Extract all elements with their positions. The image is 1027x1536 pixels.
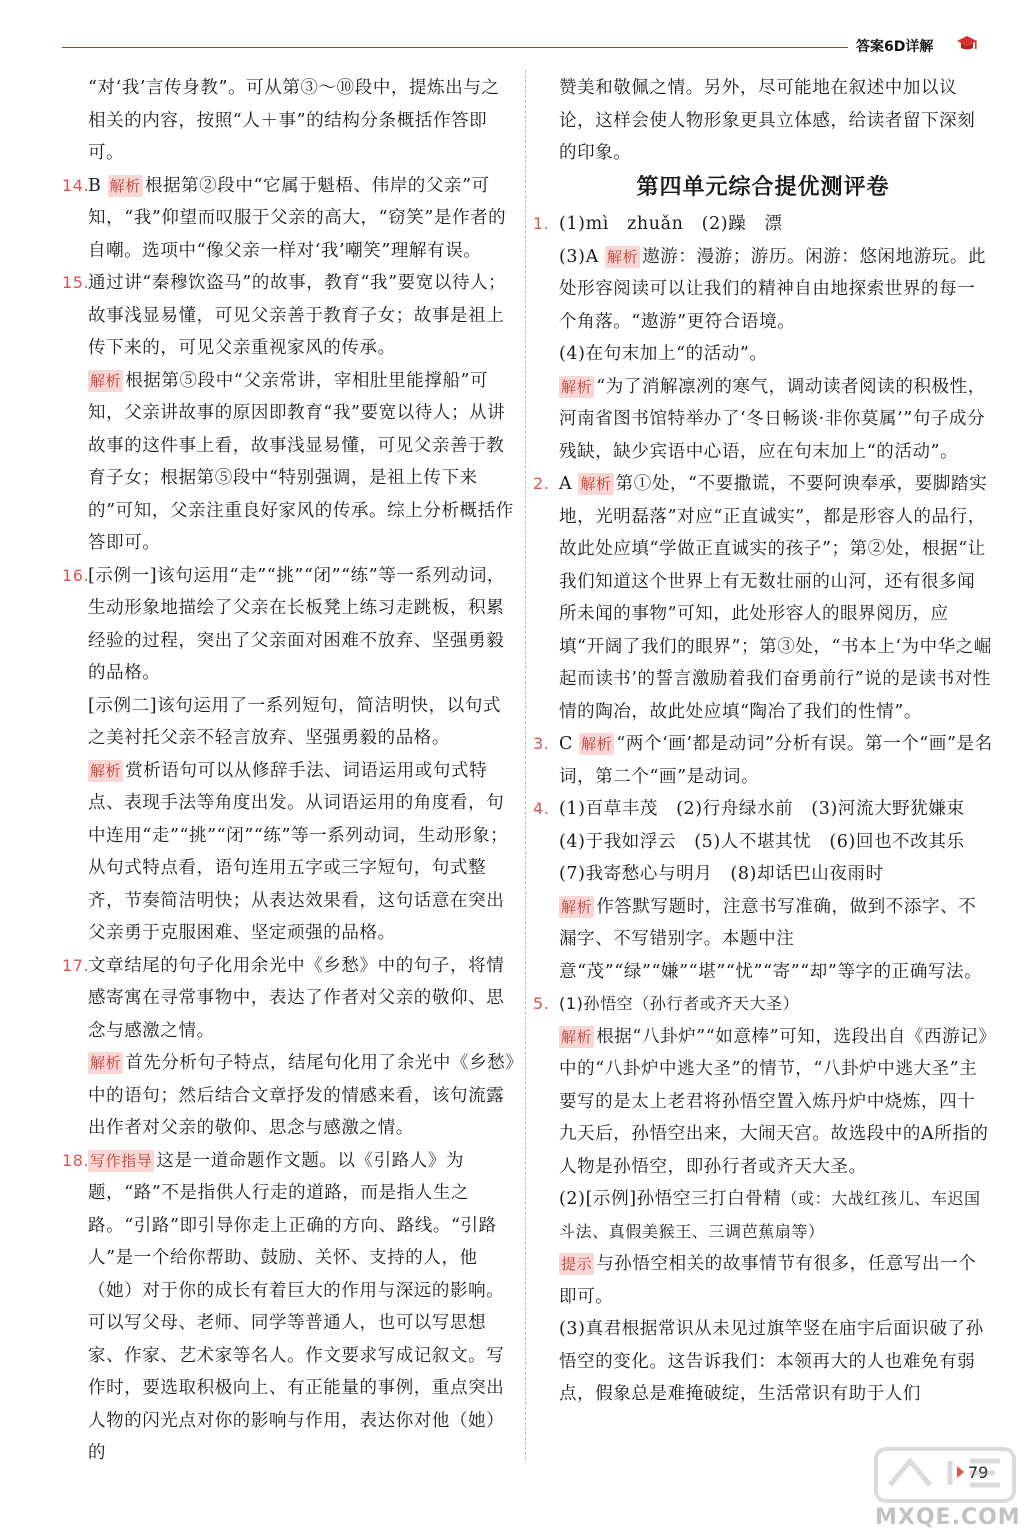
analysis-tag: 解析 (90, 371, 122, 390)
answer-part-4: (4)在句末加上“的活动”。 (559, 344, 768, 364)
header-rule (62, 47, 848, 48)
analysis-tag: 解析 (109, 176, 141, 195)
analysis-text: 根据“八卦炉”“如意棒”可知，选段出自《西游记》中的“八卦炉中逃大圣”的情节，“八卦炉中逃大圣”主要写的是太上老君将孙悟空置入炼丹炉中烧炼，四十九天后，孙悟空出来，大闹天宫。故选段中的A所指的人物是孙悟空，即孙行者或齐天大圣。 (559, 1026, 989, 1177)
section-title: 第四单元综合提优测评卷 (636, 174, 890, 200)
analysis-tag: 解析 (90, 761, 122, 780)
question-17-analysis (62, 1047, 517, 1145)
tip-tag: 提示 (561, 1255, 593, 1273)
answer: C (559, 734, 573, 754)
answer: A (559, 474, 573, 494)
analysis-text: 赏析语句可以从修辞手法、词语运用或句式特点、表现手法等角度出发。从词语运用的角度看，句中连用“走”“挑”“闭”“练”等一系列动词，生动形象；从句式特点看，语句连用五字或三字短句，句式整齐，节奏简洁明快；从表达效果看，这句话意在突出父亲勇于克服困难、坚定顽强的品格。 (88, 760, 509, 943)
example-1: [示例一]该句运用“走”“挑”“闭”“练”等一系列动词，生动形象地描绘了父亲在长板凳上练习走跳板，积累经验的过程，突出了父亲面对困难不放弃、坚强勇毅的品格。 (88, 565, 506, 683)
watermark-text: MXQE.COM (875, 1505, 1021, 1530)
question-4-analysis (533, 891, 993, 989)
analysis-tag: 解析 (607, 247, 639, 266)
answer: 通过讲“秦穆饮盗马”的故事，教育“我”要宽以待人；故事浅显易懂，可见父亲善于教育子女；故事是祖上传下来的，可见父亲重视家风的传承。 (88, 273, 507, 358)
question-number: 5. (533, 994, 550, 1013)
answer-part-3 (533, 241, 993, 339)
question-5 (533, 988, 993, 1021)
question-number: 3. (533, 734, 550, 753)
answer: (3)A (559, 246, 599, 267)
question-16 (62, 560, 517, 690)
question-number: 16. (62, 565, 90, 585)
answer-part-4-analysis (533, 371, 993, 469)
question-number: 17. (62, 955, 90, 975)
example-answer: (2)[示例]孙悟空三打白骨精 (559, 1189, 782, 1209)
answer-part-2-tip (533, 1248, 993, 1313)
answer: B (88, 175, 102, 196)
continued-answer: “对‘我’言传身教”。可从第③～⑩段中，提炼出与之相关的内容，按照“人＋事”的结构分条概括作答即可。 (88, 78, 500, 163)
right-column (533, 72, 993, 1411)
analysis-text: “为了消解凛冽的寒气，调动读者阅读的积极性，河南省图书馆特举办了‘冬日畅谈·非你莫属’”句子成分残缺，缺少宾语中心语，应在句末加上“的活动”。 (559, 376, 986, 462)
question-number: 14. (62, 175, 90, 195)
writing-guide-tag: 写作指导 (90, 1151, 153, 1170)
question-number: 4. (533, 799, 550, 818)
example-2: [示例二]该句运用了一系列短句，简洁明快，以句式之美衬托父亲不轻言放弃、坚强勇毅的品格。 (88, 695, 502, 748)
question-18 (62, 1145, 517, 1470)
question-1 (533, 208, 993, 241)
left-column (62, 72, 517, 1470)
analysis-text: “两个‘画’都是动词”分析有误。第一个“画”是名词，第二个“画”是动词。 (559, 734, 993, 787)
answer-part-3: (3)真君根据常识从未见过旗竿竖在庙宇后面识破了孙悟空的变化。这告诉我们：本领再大的人也难免有弱点，假象总是难掩破绽，生活常识有助于人们 (559, 1319, 984, 1404)
question-2 (533, 468, 993, 728)
writing-guide-text: 这是一道命题作文题。以《引路人》为题，“路”不是指供人行走的道路，而是指人生之路。“引路”即引导你走上正确的方向、路线。“引路人”是一个给你帮助、鼓励、关怀、支持的人，他（她）对于你的成长有着巨大的作用与深远的影响。可以写父母、老师、同学等普通人，也可以写思想家、作家、艺术家等名人。作文要求写成记叙文。写作时，要选取积极向上、有正能量的事例，重点突出人物的闪光点对你的影响与作用，表达你对他（她）的 (88, 1150, 505, 1463)
graduation-cap-icon (956, 34, 978, 52)
analysis-text: 作答默写题时，注意书写准确，做到不添字、不漏字、不写错别字。本题中注意“茂”“绿”“嫌”“堪”“忧”“寄”“却”等字的正确写法。 (559, 896, 983, 982)
question-number: 15. (62, 273, 90, 292)
question-4 (533, 793, 993, 891)
alternative-answers: （或：大战红孩儿、车迟国斗法、真假美猴王、三调芭蕉扇等） (559, 1189, 981, 1241)
analysis-tag: 解析 (90, 1054, 122, 1072)
question-3 (533, 728, 993, 793)
question-15 (62, 267, 517, 365)
analysis-tag: 解析 (561, 897, 593, 916)
answer: (1)百草丰茂 (2)行舟绿水前 (3)河流大野犹嫌束 (4)于我如浮云 (5)人不堪其忧 (6)回也不改其乐 (7)我寄愁心与明月 (8)却话巴山夜雨时 (559, 799, 983, 884)
question-17 (62, 950, 517, 1048)
question-number: 2. (533, 474, 550, 493)
header-label: 答案6D详解 (856, 39, 934, 55)
column-divider (525, 70, 526, 1460)
question-14 (62, 170, 517, 268)
tip-text: 与孙悟空相关的故事情节有很多，任意写出一个即可。 (559, 1254, 977, 1307)
analysis-text: 根据第②段中“它属于魁梧、伟岸的父亲”可知，“我”仰望而叹服于父亲的高大，“窃笑”是作者的自嘲。选项中“像父亲一样对‘我’嘲笑”理解有误。 (88, 175, 507, 261)
page-number: 79 (968, 1463, 989, 1482)
question-15-analysis (62, 365, 517, 560)
answer-part-1: (1)mì zhuǎn (2)躁 漂 (559, 214, 783, 234)
analysis-text: 遨游：漫游；游历。闲游：悠闲地游玩。此处形容阅读可以让我们的精神自由地探索世界的每一个角落。“遨游”更符合语境。 (559, 246, 987, 332)
analysis-text: 根据第⑤段中“父亲常讲，宰相肚里能撑船”可知，父亲讲故事的原因即教育“我”要宽以待人；从讲故事的这件事上看，故事浅显易懂，可见父亲善于教育子女；根据第⑤段中“特别强调，是祖上传下来的”可知，父亲注重良好家风的传承。综上分析概括作答即可。 (88, 370, 514, 553)
question-16-analysis (62, 755, 517, 950)
question-number: 18. (62, 1150, 90, 1170)
continued-text: 赞美和敬佩之情。另外，尽可能地在叙述中加以议论，这样会使人物形象更具立体感，给读者留下深刻的印象。 (559, 78, 976, 163)
analysis-tag: 解析 (561, 1027, 593, 1046)
analysis-tag: 解析 (581, 735, 613, 753)
analysis-tag: 解析 (580, 475, 612, 493)
analysis-text: 第①处，“不要撒谎，不要阿谀奉承，要脚踏实地，光明磊落”对应“正直诚实”，都是形容人的品行，故此处应填“学做正直诚实的孩子”；第②处，根据“让我们知道这个世界上有无数壮丽的山河，还有很多闻所未闻的事物”可知，此处形容人的眼界阅历，应填“开阔了我们的眼界”；第③处，“书本上‘为中华之崛起而读书’的誓言激励着我们奋勇前行”说的是读书对性情的陶冶，故此处应填“陶冶了我们的性情”。 (559, 474, 993, 722)
answer-part-1-analysis (533, 1021, 993, 1184)
question-number: 1. (533, 214, 550, 233)
answer: 文章结尾的句子化用余光中《乡愁》中的句子，将情感寄寓在寻常事物中，表达了作者对父亲的敬仰、思念与感激之情。 (88, 955, 505, 1041)
analysis-text: 首先分析句子特点，结尾句化用了余光中《乡愁》中的语句；然后结合文章抒发的情感来看，该句流露出作者对父亲的敬仰、思念与感激之情。 (88, 1053, 515, 1138)
answer-part-1: (1)孙悟空（孙行者或齐天大圣） (559, 994, 800, 1013)
analysis-tag: 解析 (561, 377, 593, 396)
answer-part-2 (533, 1183, 993, 1248)
